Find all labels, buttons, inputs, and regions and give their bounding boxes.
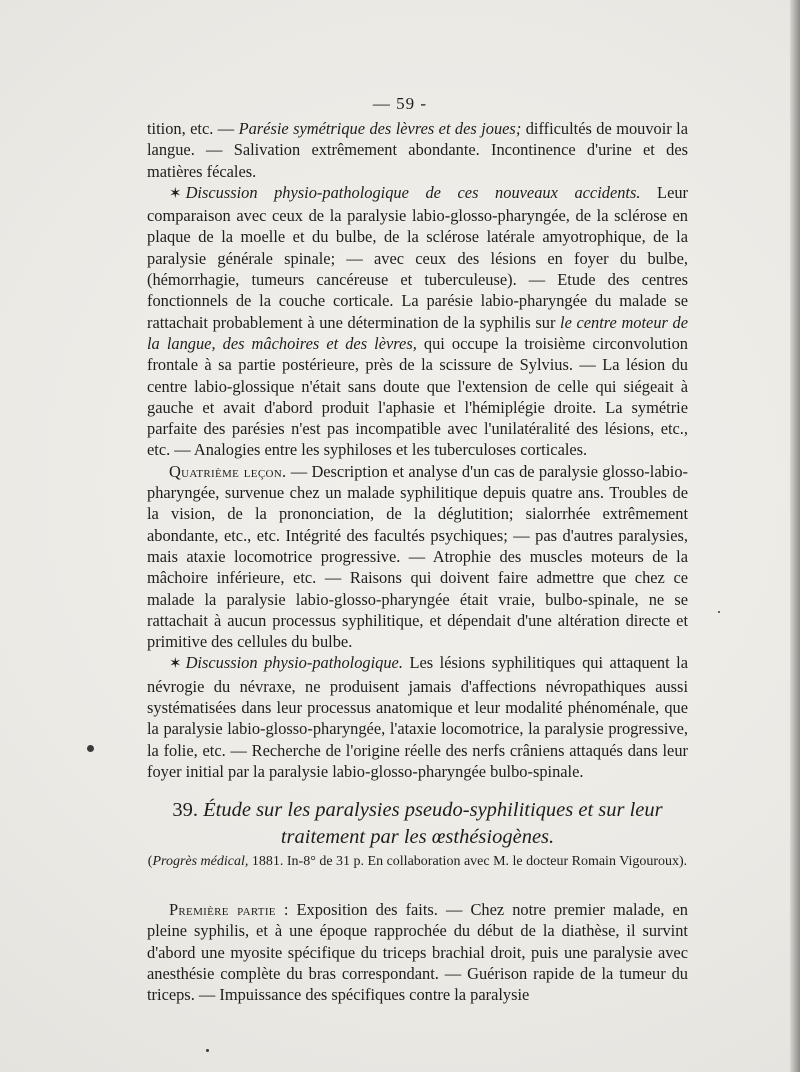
- page-edge-shadow: [790, 0, 800, 1072]
- entry-title: [147, 797, 688, 851]
- paragraph-text: : Exposition des faits. — Chez notre premier malade, en pleine syphilis, et à une époque rapprochée du début de la diathèse, il survint d'abord une myosite spécifique du triceps brachial droit, puis une paralysie avec anesthésie complète du bras correspondant. — Guérison rapide de la tumeur du triceps. — Impuissance des spécifiques contre la paralysie: [147, 900, 688, 1005]
- part-heading: Première partie: [169, 900, 276, 919]
- asterisk-star-icon: ✶: [169, 185, 182, 202]
- paragraph-text: Leur comparaison avec ceux de la paralysie labio-glosso-pharyngée, de la sclérose en plaque de la moelle et du bulbe, de la sclérose latérale amyotrophique, de la paralysie générale spinale; — avec ceux des lésions en foyer du bulbe, (hémorrhagie, tumeurs cancéreuse et tuberculeuse). — Etude des centres fonctionnels de la couche corticale. La parésie labio-pharyngée du malade se rattachait probablement à une détermination de la syphilis sur: [147, 182, 688, 332]
- paragraph-fourth-lesson: [147, 461, 688, 653]
- entry-number: 39.: [172, 799, 198, 821]
- entry-title-text: Étude sur les paralysies pseudo-syphilitiques et sur leur traitement par les œsthésiogènes.: [203, 799, 663, 848]
- asterisk-star-icon: ✶: [169, 656, 182, 673]
- italic-phrase: Parésie symétrique des lèvres et des joues;: [238, 119, 522, 138]
- paragraph-text: tition, etc. —: [147, 119, 239, 138]
- page-number: — 59 -: [372, 94, 428, 113]
- ink-spot: [718, 611, 720, 613]
- reference-text: 1881. In-8° de 31 p. En collaboration avec M. le docteur Romain Vigouroux).: [248, 854, 688, 869]
- lesson-heading: Quatrième leçon.: [169, 461, 287, 481]
- italic-heading: Discussion physio-pathologique.: [185, 653, 403, 673]
- paragraph-text: Les lésions syphilitiques qui attaquent la névrogie du névraxe, ne produisent jamais d'affections névropathiques aussi systématisées dans leur processus anatomique et leur modalité phénoménale, que la paralysie labio-glosso-pharyngée, l'ataxie locomotrice, la paralysie progressive, la folie, etc. — Recherche de l'origine réelle des nerfs crâniens attaqués dans leur foyer initial par la paralysie labio-glosso-pharyngée bulbo-spinale.: [147, 653, 689, 781]
- italic-heading: Discussion physio-pathologique de ces nouveaux accidents.: [185, 182, 641, 202]
- paragraph-first-part: [147, 899, 688, 1005]
- summary-text-block: [147, 118, 688, 782]
- journal-name: Progrès médical,: [152, 854, 249, 869]
- paragraph-text: qui occupe la troisième circonvolution frontale à sa partie postérieure, près de la scissure de Sylvius. — La lésion du centre labio-glossique n'était sans doute que l'extension de celle qui siégeait à gauche et avait d'abord produit l'aphasie et l'hémiplégie droite. La symétrie parfaite des parésies n'est pas incompatible avec l'unilatéralité des lésions, etc., etc. — Analogies entre les syphiloses et les tuberculoses corticales.: [147, 333, 688, 460]
- paragraph-text: difficultés de mouvoir la langue. — Salivation extrêmement abondante. Incontinence d'urine et des matières fécales.: [147, 119, 688, 181]
- paragraph-text: — Description et analyse d'un cas de paralysie glosso-labio-pharyngée, survenue chez un malade syphilitique depuis quatre ans. Troubles de la vision, de la prononciation, de la déglutition; sialorrhée extrêmement abondante, etc., etc. Intégrité des facultés psychiques; — pas d'autres paralysies, mais ataxie locomotrice progressive. — Atrophie des muscles moteurs de la mâchoire inférieure, etc. — Raisons qui doivent faire admettre que chez ce malade la paralysie labio-glosso-pharyngée était vraie, bulbo-spinale, ne se rattachait à aucun processus syphilitique, et dépendait d'une altération directe et primitive des cellules du bulbe.: [147, 461, 688, 652]
- ink-spot: [87, 745, 94, 752]
- entry-summary-block: [147, 899, 688, 1005]
- paragraph-continuation: [147, 118, 688, 182]
- italic-phrase: le centre moteur de la langue, des mâchoires et des lèvres,: [147, 312, 688, 353]
- paragraph-discussion-1: [147, 182, 688, 461]
- ink-spot: [206, 1049, 209, 1052]
- paragraph-discussion-2: [147, 652, 688, 782]
- entry-reference: (Progrès médical, 1881. In-8° de 31 p. En collaboration avec M. le docteur Romain Vigouroux).: [147, 854, 688, 869]
